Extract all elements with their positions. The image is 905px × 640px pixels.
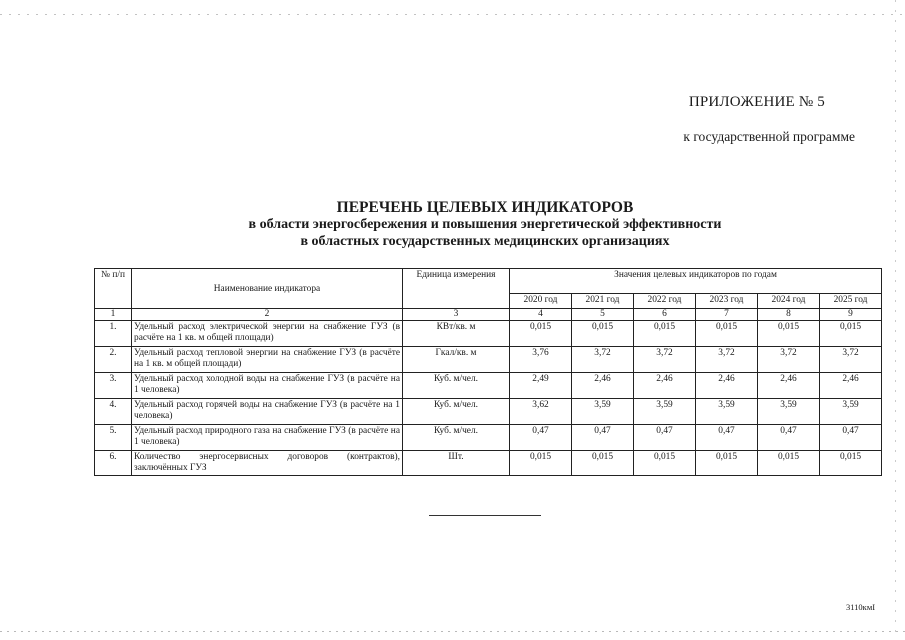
indicator-name: Удельный расход тепловой энергии на снабжение ГУЗ (в расчёте на 1 кв. м общей площади) bbox=[132, 347, 403, 373]
column-number: 6 bbox=[634, 309, 696, 321]
row-number: 4. bbox=[95, 399, 132, 425]
indicator-value: 0,015 bbox=[820, 451, 882, 476]
column-number: 4 bbox=[510, 309, 572, 321]
indicator-value: 0,47 bbox=[820, 425, 882, 451]
header-values-group: Значения целевых индикаторов по годам bbox=[510, 269, 882, 294]
indicator-value: 2,46 bbox=[696, 373, 758, 399]
end-rule bbox=[429, 515, 541, 516]
header-year: 2025 год bbox=[820, 294, 882, 309]
indicator-name: Удельный расход холодной воды на снабжение ГУЗ (в расчёте на 1 человека) bbox=[132, 373, 403, 399]
indicator-value: 2,46 bbox=[572, 373, 634, 399]
indicator-value: 3,72 bbox=[820, 347, 882, 373]
header-year: 2020 год bbox=[510, 294, 572, 309]
scan-artifact-top bbox=[0, 14, 905, 15]
indicator-value: 2,49 bbox=[510, 373, 572, 399]
indicator-value: 3,72 bbox=[758, 347, 820, 373]
row-number: 2. bbox=[95, 347, 132, 373]
column-number: 7 bbox=[696, 309, 758, 321]
indicator-value: 0,47 bbox=[510, 425, 572, 451]
indicator-value: 2,46 bbox=[634, 373, 696, 399]
indicator-value: 0,015 bbox=[510, 451, 572, 476]
header-year: 2021 год bbox=[572, 294, 634, 309]
indicator-value: 0,015 bbox=[758, 451, 820, 476]
indicator-value: 0,47 bbox=[696, 425, 758, 451]
indicator-unit: Куб. м/чел. bbox=[403, 399, 510, 425]
indicator-value: 0,015 bbox=[696, 451, 758, 476]
scan-artifact-right bbox=[895, 0, 896, 640]
indicator-unit: Шт. bbox=[403, 451, 510, 476]
document-title bbox=[0, 199, 905, 250]
column-number: 1 bbox=[95, 309, 132, 321]
title-line-1: ПЕРЕЧЕНЬ ЦЕЛЕВЫХ ИНДИКАТОРОВ bbox=[336, 199, 634, 216]
indicator-name: Удельный расход природного газа на снабжение ГУЗ (в расчёте на 1 человека) bbox=[132, 425, 403, 451]
column-number: 9 bbox=[820, 309, 882, 321]
indicator-value: 3,59 bbox=[758, 399, 820, 425]
indicator-value: 3,72 bbox=[634, 347, 696, 373]
table-row bbox=[95, 347, 882, 373]
table-row bbox=[95, 321, 882, 347]
indicator-unit: Куб. м/чел. bbox=[403, 373, 510, 399]
indicator-value: 0,015 bbox=[820, 321, 882, 347]
indicator-value: 0,015 bbox=[572, 451, 634, 476]
indicator-value: 3,72 bbox=[572, 347, 634, 373]
indicator-value: 0,015 bbox=[696, 321, 758, 347]
row-number: 5. bbox=[95, 425, 132, 451]
indicator-value: 3,72 bbox=[696, 347, 758, 373]
indicator-value: 3,59 bbox=[634, 399, 696, 425]
indicator-name: Количество энергосервисных договоров (контрактов), заключённых ГУЗ bbox=[132, 451, 403, 476]
header-name: Наименование индикатора bbox=[132, 269, 403, 309]
indicator-value: 0,015 bbox=[758, 321, 820, 347]
table-row bbox=[95, 373, 882, 399]
column-number: 8 bbox=[758, 309, 820, 321]
indicator-value: 0,015 bbox=[634, 321, 696, 347]
indicator-unit: Гкал/кв. м bbox=[403, 347, 510, 373]
column-number: 3 bbox=[403, 309, 510, 321]
table-row bbox=[95, 425, 882, 451]
table-row bbox=[95, 451, 882, 476]
indicator-value: 3,59 bbox=[820, 399, 882, 425]
row-number: 6. bbox=[95, 451, 132, 476]
indicator-value: 0,47 bbox=[758, 425, 820, 451]
indicator-name: Удельный расход электрической энергии на снабжение ГУЗ (в расчёте на 1 кв. м общей площади) bbox=[132, 321, 403, 347]
row-number: 3. bbox=[95, 373, 132, 399]
row-number: 1. bbox=[95, 321, 132, 347]
scan-artifact-bottom bbox=[0, 631, 905, 632]
indicator-value: 2,46 bbox=[758, 373, 820, 399]
title-line-3: в областных государственных медицинских организациях bbox=[300, 234, 670, 249]
header-num: № п/п bbox=[95, 269, 132, 309]
indicator-value: 3,62 bbox=[510, 399, 572, 425]
column-number: 5 bbox=[572, 309, 634, 321]
indicator-value: 3,76 bbox=[510, 347, 572, 373]
column-numbers-row bbox=[95, 309, 882, 321]
header-year: 2024 год bbox=[758, 294, 820, 309]
appendix-label: ПРИЛОЖЕНИЕ № 5 bbox=[688, 94, 825, 110]
document-code: 3110кмI bbox=[846, 602, 876, 612]
indicator-unit: КВт/кв. м bbox=[403, 321, 510, 347]
indicator-unit: Куб. м/чел. bbox=[403, 425, 510, 451]
indicator-value: 0,015 bbox=[572, 321, 634, 347]
header-year: 2022 год bbox=[634, 294, 696, 309]
table-row bbox=[95, 399, 882, 425]
header-year: 2023 год bbox=[696, 294, 758, 309]
program-reference: к государственной программе bbox=[683, 129, 855, 144]
indicator-value: 2,46 bbox=[820, 373, 882, 399]
indicators-table bbox=[94, 268, 882, 476]
indicator-value: 3,59 bbox=[696, 399, 758, 425]
indicator-value: 0,015 bbox=[634, 451, 696, 476]
indicator-value: 0,47 bbox=[572, 425, 634, 451]
indicator-value: 0,015 bbox=[510, 321, 572, 347]
indicator-name: Удельный расход горячей воды на снабжение ГУЗ (в расчёте на 1 человека) bbox=[132, 399, 403, 425]
title-line-2: в области энергосбережения и повышения энергетической эффективности bbox=[248, 217, 722, 232]
header-unit: Единица измерения bbox=[403, 269, 510, 309]
indicator-value: 0,47 bbox=[634, 425, 696, 451]
column-number: 2 bbox=[132, 309, 403, 321]
indicator-value: 3,59 bbox=[572, 399, 634, 425]
